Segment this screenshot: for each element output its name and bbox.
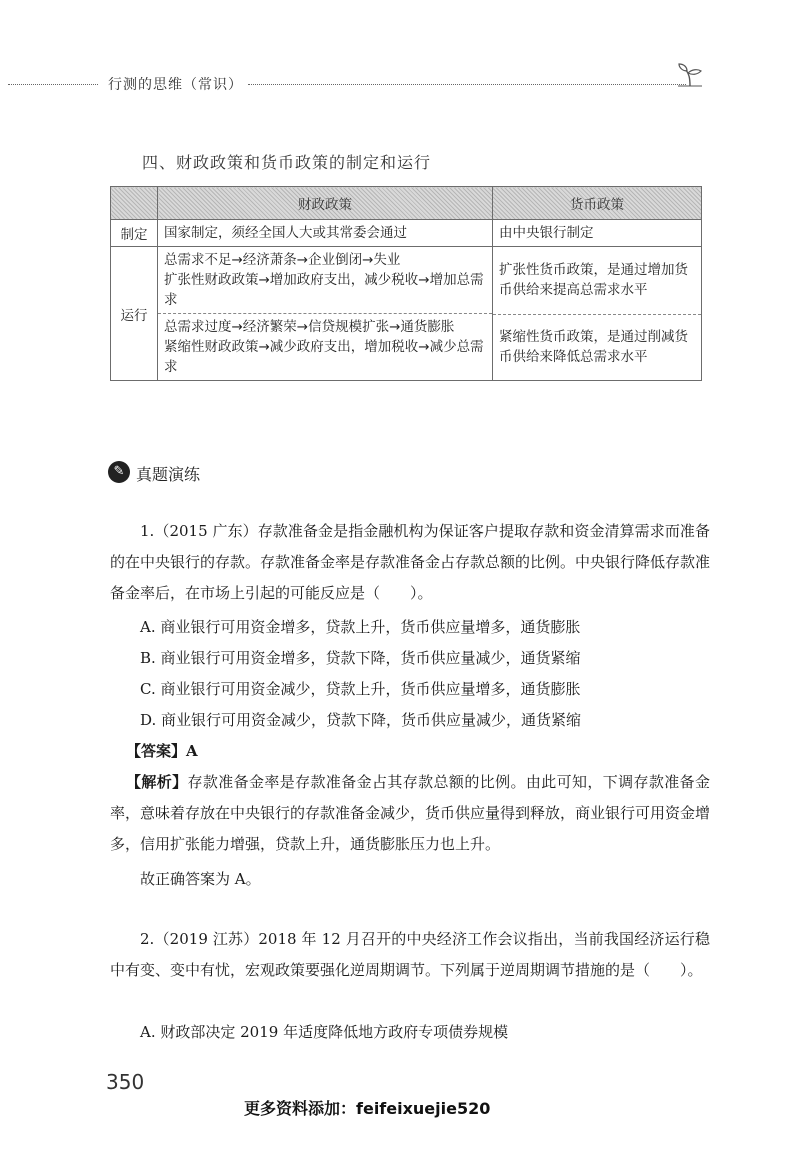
answer-label: 【答案】 bbox=[126, 742, 187, 760]
q2-option-a: A. 财政部决定 2019 年适度降低地方政府专项债券规模 bbox=[140, 1023, 509, 1041]
sprout-icon bbox=[676, 60, 704, 88]
option-b: B. 商业银行可用资金增多，贷款下降，货币供应量减少，通货紧缩 bbox=[140, 649, 581, 667]
table-row bbox=[111, 220, 702, 247]
practice-heading: 真题演练 bbox=[136, 465, 201, 484]
running-title: 行测的思维（常识） bbox=[108, 77, 243, 93]
fiscal-tightening-line: 紧缩性财政政策→减少政府支出，增加税收→减少总需求 bbox=[164, 339, 484, 375]
header-rule-right bbox=[248, 84, 686, 85]
question-1-stem: 1.（2015 广东）存款准备金是指金融机构为保证客户提取存款和资金清算需求而准备的在中央银行的存款。存款准备金率是存款准备金占存款总额的比例。中央银行降低存款准备金率后，在市场上引起的可能反应是（ ）。 bbox=[110, 522, 711, 602]
fiscal-tightening-line: 总需求过度→经济繁荣→信贷规模扩张→通货膨胀 bbox=[164, 319, 455, 335]
row-label-make: 制定 bbox=[111, 220, 158, 247]
fiscal-tightening-block bbox=[158, 313, 492, 380]
analysis-paragraph bbox=[110, 767, 710, 860]
column-header-monetary: 货币政策 bbox=[493, 187, 702, 220]
table-corner-cell bbox=[111, 187, 158, 220]
monetary-tightening: 紧缩性货币政策，是通过削减货币供给来降低总需求水平 bbox=[493, 314, 701, 377]
policy-table bbox=[110, 186, 702, 381]
table-row bbox=[111, 247, 702, 381]
monetary-expansion: 扩张性货币政策，是通过增加货币供给来提高总需求水平 bbox=[499, 262, 688, 298]
page-number: 350 bbox=[106, 1070, 145, 1094]
answer-value: A bbox=[186, 742, 198, 760]
section-title: 四、财政政策和货币政策的制定和运行 bbox=[142, 153, 432, 172]
conclusion: 故正确答案为 A。 bbox=[140, 870, 261, 888]
column-header-fiscal: 财政政策 bbox=[158, 187, 493, 220]
option-c: C. 商业银行可用资金减少，贷款上升，货币供应量增多，通货膨胀 bbox=[140, 680, 581, 698]
analysis-text: 存款准备金率是存款准备金占其存款总额的比例。由此可知，下调存款准备金率，意味着存放在中央银行的存款准备金减少，货币供应量得到释放，商业银行可用资金增多，信用扩张能力增强，贷款上升，通货膨胀压力也上升。 bbox=[110, 773, 711, 853]
cell-fiscal-run bbox=[158, 247, 493, 381]
fiscal-expansion-line: 总需求不足→经济萧条→企业倒闭→失业 bbox=[164, 252, 401, 268]
option-d: D. 商业银行可用资金减少，贷款下降，货币供应量减少，通货紧缩 bbox=[140, 711, 582, 729]
answer-line bbox=[126, 736, 198, 767]
cell-monetary-run bbox=[493, 247, 702, 381]
footer-note: 更多资料添加：feifeixuejie520 bbox=[244, 1099, 491, 1118]
fiscal-expansion-block bbox=[158, 247, 492, 313]
row-label-run: 运行 bbox=[111, 247, 158, 381]
fiscal-expansion-line: 扩张性财政政策→增加政府支出，减少税收→增加总需求 bbox=[164, 272, 484, 308]
table-header-row bbox=[111, 187, 702, 220]
practice-badge-icon: ✎ bbox=[108, 461, 130, 483]
cell-monetary-make: 由中央银行制定 bbox=[493, 220, 702, 247]
header-rule-left bbox=[8, 84, 98, 85]
cell-fiscal-make: 国家制定，须经全国人大或其常委会通过 bbox=[158, 220, 493, 247]
analysis-label: 【解析】 bbox=[126, 773, 188, 791]
question-2-stem: 2.（2019 江苏）2018 年 12 月召开的中央经济工作会议指出，当前我国经济运行稳中有变、变中有忧，宏观政策要强化逆周期调节。下列属于逆周期调节措施的是（ ）。 bbox=[110, 930, 710, 979]
option-a: A. 商业银行可用资金增多，贷款上升，货币供应量增多，通货膨胀 bbox=[140, 618, 581, 636]
